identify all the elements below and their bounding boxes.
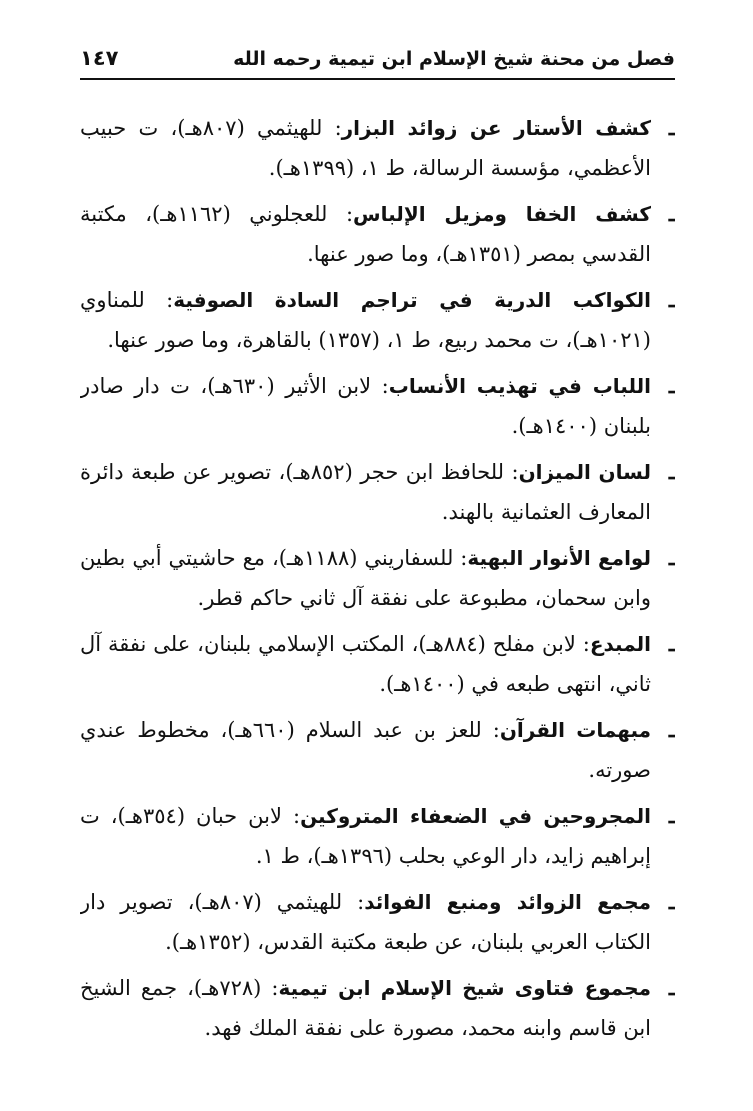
bibliography-entry [80,882,675,962]
entry-title: اللباب في تهذيب الأنساب [388,374,651,398]
entry-title: كشف الخفا ومزيل الإلباس [353,202,651,226]
entry-dash: ـ [668,803,675,828]
entry-dash: ـ [668,975,675,1000]
entry-dash: ـ [668,889,675,914]
bibliography-entry [80,710,675,790]
entry-description: : للمناوي (١٠٢١هـ)، ت محمد ربيع، ط ١، (١٣٥٧) بالقاهرة، وما صور عنها. [80,288,651,352]
entry-dash: ـ [668,373,675,398]
bibliography-entry [80,366,675,446]
entry-title: المبدع [589,632,651,656]
entry-description: : للحافظ ابن حجر (٨٥٢هـ)، تصوير عن طبعة دائرة المعارف العثمانية بالهند. [80,460,651,524]
entry-description: : للهيثمي (٨٠٧هـ)، تصوير دار الكتاب العربي بلبنان، عن طبعة مكتبة القدس، (١٣٥٢هـ). [80,890,651,954]
page-number: ١٤٧ [80,46,119,70]
entry-description: : للعجلوني (١١٦٢هـ)، مكتبة القدسي بمصر (١٣٥١هـ)، وما صور عنها. [80,202,651,266]
entry-description: : لابن حبان (٣٥٤هـ)، ت إبراهيم زايد، دار الوعي بحلب (١٣٩٦هـ)، ط ١. [80,804,651,868]
entry-description: : (٧٢٨هـ)، جمع الشيخ ابن قاسم وابنه محمد، مصورة على نفقة الملك فهد. [80,976,651,1040]
entry-title: مجموع فتاوى شيخ الإسلام ابن تيمية [278,976,651,1000]
entry-title: مبهمات القرآن [499,718,651,742]
running-title: فصل من محنة شيخ الإسلام ابن تيمية رحمه الله [233,48,675,70]
bibliography-entry [80,280,675,360]
entry-dash: ـ [668,459,675,484]
entry-description: : للهيثمي (٨٠٧هـ)، ت حبيب الأعظمي، مؤسسة الرسالة، ط ١، (١٣٩٩هـ). [80,116,651,180]
entry-title: مجمع الزوائد ومنبع الفوائد [364,890,652,914]
entry-title: الكواكب الدرية في تراجم السادة الصوفية [173,288,652,312]
bibliography-entry [80,108,675,188]
entry-dash: ـ [668,287,675,312]
entry-title: كشف الأستار عن زوائد البزار [341,116,652,140]
bibliography-entry [80,968,675,1048]
entry-title: لسان الميزان [518,460,652,484]
entry-description: : للسفاريني (١١٨٨هـ)، مع حاشيتي أبي بطين وابن سحمان، مطبوعة على نفقة آل ثاني حاكم قطر. [80,546,651,610]
bibliography-entry [80,538,675,618]
entry-dash: ـ [668,201,675,226]
entry-dash: ـ [668,717,675,742]
entry-dash: ـ [668,631,675,656]
running-header [80,44,675,80]
bibliography-list [80,108,675,1054]
entry-description: : للعز بن عبد السلام (٦٦٠هـ)، مخطوط عندي صورته. [80,718,651,782]
entry-title: المجروحين في الضعفاء المتروكين [300,804,651,828]
bibliography-entry [80,624,675,704]
bibliography-entry [80,452,675,532]
bibliography-entry [80,796,675,876]
entry-title: لوامع الأنوار البهية [467,546,651,570]
bibliography-entry [80,194,675,274]
entry-description: : لابن الأثير (٦٣٠هـ)، ت دار صادر بلبنان (١٤٠٠هـ). [80,374,651,438]
entry-dash: ـ [668,115,675,140]
entry-description: : لابن مفلح (٨٨٤هـ)، المكتب الإسلامي بلبنان، على نفقة آل ثاني، انتهى طبعه في (١٤٠٠هـ). [80,632,651,696]
entry-dash: ـ [668,545,675,570]
